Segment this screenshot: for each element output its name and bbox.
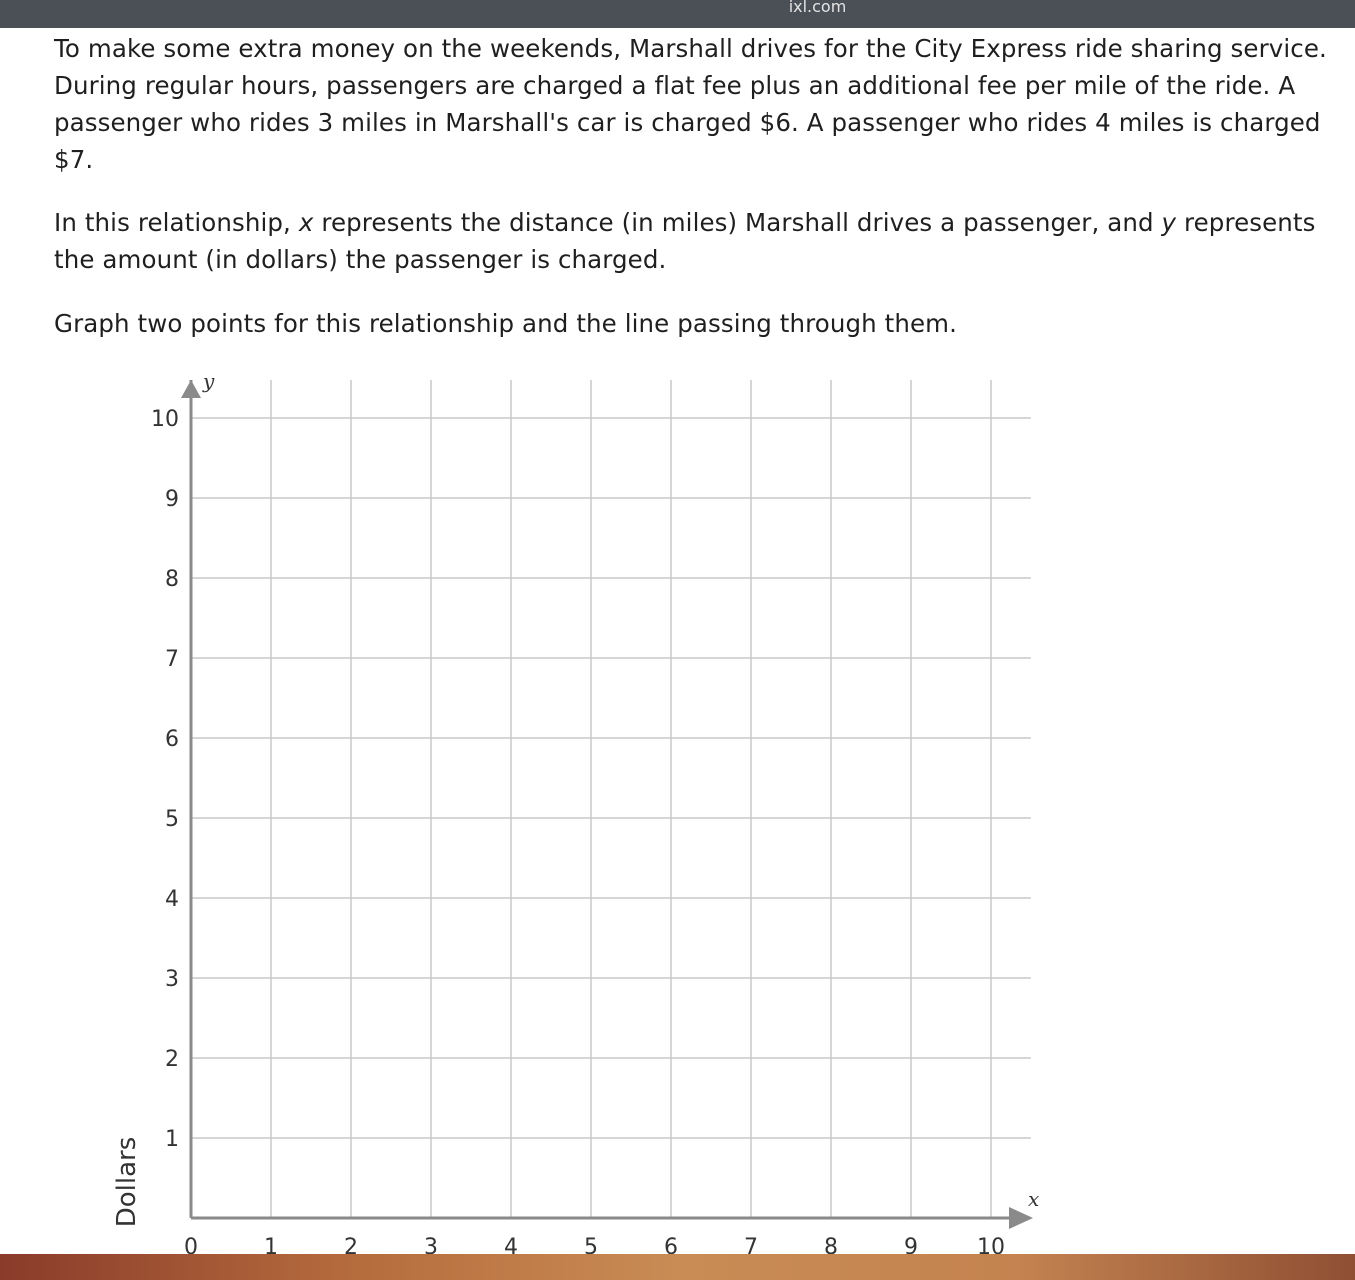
y-axis-label: y [203, 369, 215, 393]
background-strip [0, 1254, 1355, 1280]
x-axis-label: x [1028, 1187, 1040, 1211]
axes [181, 380, 1033, 1229]
x-tick-label: 4 [504, 1235, 518, 1254]
paragraph-2-part-1: In this relationship, [54, 208, 299, 237]
x-tick-label: 2 [344, 1235, 358, 1254]
y-tick-label: 9 [165, 487, 179, 512]
y-tick-label: 8 [165, 567, 179, 592]
coordinate-graph[interactable] [0, 360, 1100, 1254]
y-axis-title: Dollars [112, 1136, 142, 1228]
paragraph-2-part-2: represents the distance (in miles) Marshall drives a passenger, and [313, 208, 1162, 237]
variable-y: y [1161, 208, 1177, 237]
y-tick-label: 6 [165, 727, 179, 752]
y-axis-arrow-icon [181, 380, 201, 398]
x-tick-label: 1 [264, 1235, 278, 1254]
instruction-text: Graph two points for this relationship and the line passing through them. [54, 309, 958, 338]
x-tick-label: 0 [184, 1235, 198, 1254]
x-tick-label: 5 [584, 1235, 598, 1254]
x-tick-label: 3 [424, 1235, 438, 1254]
y-tick-label: 2 [165, 1047, 179, 1072]
y-tick-label: 5 [165, 807, 179, 832]
question-paragraph-2 [54, 204, 1344, 278]
tick-labels [151, 407, 1005, 1254]
x-tick-label: 6 [664, 1235, 678, 1254]
x-tick-label: 9 [904, 1235, 918, 1254]
browser-address-bar [0, 0, 1355, 28]
y-tick-label: 1 [165, 1127, 179, 1152]
question-paragraph-1: To make some extra money on the weekends, Marshall drives for the City Express ride sharing service. During regular hours, passengers are charged a flat fee plus an additional fee per mile of the ride. A passenger who rides 3 miles in Marshall's car is charged $6. A passenger who rides 4 miles is charged $7. [54, 34, 1327, 174]
y-tick-label: 10 [151, 407, 179, 432]
y-tick-label: 4 [165, 887, 179, 912]
y-tick-label: 7 [165, 647, 179, 672]
grid-lines [191, 380, 1031, 1218]
url-text: ixl.com [788, 0, 847, 16]
x-tick-label: 7 [744, 1235, 758, 1254]
x-tick-label: 8 [824, 1235, 838, 1254]
y-tick-label: 3 [165, 967, 179, 992]
paragraph-2-part-3: represents the amount (in dollars) the passenger is charged. [54, 208, 1316, 274]
x-tick-label: 10 [977, 1235, 1005, 1254]
variable-x: x [298, 208, 314, 237]
